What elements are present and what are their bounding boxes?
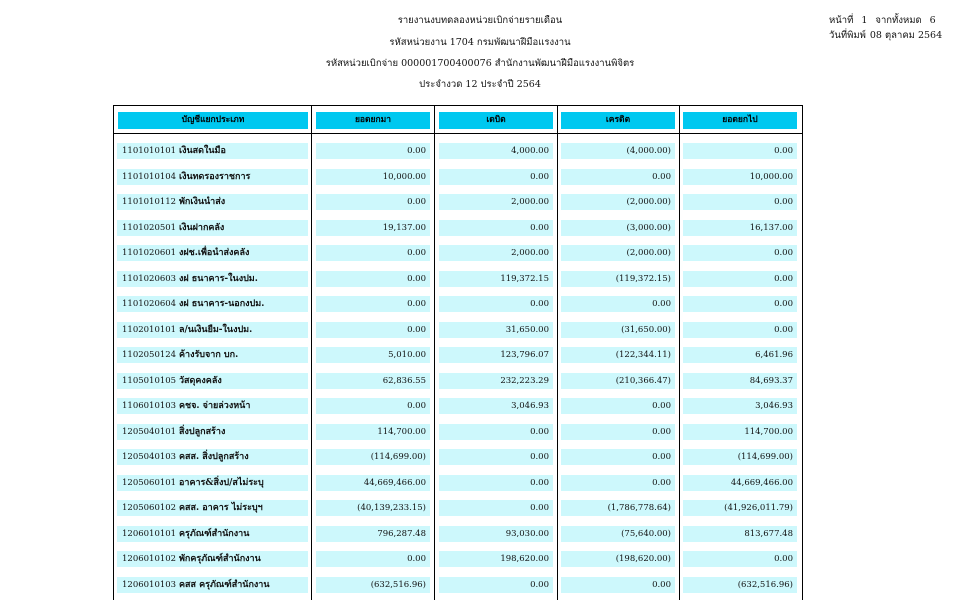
cell-debit: 4,000.00	[439, 143, 553, 159]
cell-debit: 119,372.15	[439, 271, 553, 287]
column-header-carried-forward: ยอดยกไป	[683, 112, 797, 129]
cell-credit: (1,786,778.64)	[561, 500, 675, 516]
print-date-info	[829, 30, 942, 42]
cell-credit: (4,000.00)	[561, 143, 675, 159]
cell-credit: 0.00	[561, 398, 675, 414]
column-header-credit: เครดิต	[561, 112, 675, 129]
total-pages-label: จากทั้งหมด	[875, 15, 922, 26]
cell-brought-forward: 0.00	[316, 271, 430, 287]
table-row	[114, 524, 802, 544]
account-code: 1101020501	[122, 222, 177, 233]
cell-credit: (198,620.00)	[561, 551, 675, 567]
account-code: 1101010104	[122, 171, 177, 182]
cell-debit: 0.00	[439, 296, 553, 312]
account-code: 1205040103	[122, 452, 177, 462]
account-code: 1102010101	[122, 324, 177, 335]
table-row	[114, 320, 802, 340]
table-row	[114, 498, 802, 518]
account-name: งฝ ธนาคาร-นอกงปม.	[179, 299, 265, 309]
report-title: รายงานงบทดลองหน่วยเบิกจ่ายรายเดือน	[397, 15, 563, 26]
account-name: พักครุภัณฑ์สำนักงาน	[179, 554, 261, 564]
cell-brought-forward: 0.00	[316, 245, 430, 261]
cell-brought-forward: (114,699.00)	[316, 449, 430, 465]
cell-carried-forward: 84,693.37	[683, 373, 797, 389]
cell-brought-forward: 0.00	[316, 551, 430, 567]
account-code: 1205040101	[122, 426, 177, 437]
table-row	[114, 473, 802, 493]
account-code: 1101020604	[122, 299, 177, 309]
cell-carried-forward: 0.00	[683, 322, 797, 338]
cell-brought-forward: 10,000.00	[316, 169, 430, 185]
account-code: 1102050124	[122, 350, 177, 360]
cell-debit: 2,000.00	[439, 194, 553, 210]
cell-credit: 0.00	[561, 169, 675, 185]
cell-brought-forward: 114,700.00	[316, 424, 430, 440]
cell-debit: 0.00	[439, 424, 553, 440]
account-name: คสส. สิ่งปลูกสร้าง	[179, 452, 249, 462]
cell-credit: (119,372.15)	[561, 271, 675, 287]
account-code: 1101020601	[122, 248, 177, 258]
trial-balance-table	[113, 105, 803, 600]
cell-carried-forward: 44,669,466.00	[683, 475, 797, 491]
cell-carried-forward: 10,000.00	[683, 169, 797, 185]
account-name: คชจ. จ่ายล่วงหน้า	[179, 401, 251, 411]
cell-brought-forward: 796,287.48	[316, 526, 430, 542]
cell-brought-forward: 0.00	[316, 194, 430, 210]
cell-carried-forward: 0.00	[683, 551, 797, 567]
account-name: คสส. อาคาร ไม่ระบุฯ	[179, 503, 263, 513]
cell-debit: 0.00	[439, 500, 553, 516]
cell-brought-forward: (632,516.96)	[316, 577, 430, 593]
cell-carried-forward: 813,677.48	[683, 526, 797, 542]
account-name: ล/นเงินยืม-ในงปม.	[179, 324, 253, 335]
account-code: 1205060101	[122, 477, 177, 488]
table-row	[114, 243, 802, 263]
disbursement-unit-line: รหัสหน่วยเบิกจ่าย 000001700400076 สำนักงานพัฒนาฝีมือแรงงานพิจิตร	[325, 58, 635, 69]
cell-carried-forward: 0.00	[683, 143, 797, 159]
cell-credit: 0.00	[561, 577, 675, 593]
account-code: 1206010103	[122, 579, 177, 590]
account-name: วัสดุคงคลัง	[179, 375, 222, 386]
account-name: คสส ครุภัณฑ์สำนักงาน	[179, 579, 270, 590]
account-name: ครุภัณฑ์สำนักงาน	[179, 528, 250, 539]
page-number-info	[829, 15, 936, 27]
cell-credit: 0.00	[561, 475, 675, 491]
cell-credit: 0.00	[561, 424, 675, 440]
cell-debit: 232,223.29	[439, 373, 553, 389]
cell-carried-forward: 3,046.93	[683, 398, 797, 414]
cell-brought-forward: 5,010.00	[316, 347, 430, 363]
cell-credit: (2,000.00)	[561, 194, 675, 210]
table-row	[114, 269, 802, 289]
account-name: เงินสดในมือ	[179, 146, 226, 156]
cell-credit: (2,000.00)	[561, 245, 675, 261]
account-name: พักเงินนำส่ง	[179, 197, 226, 207]
account-name: อาคาร&สิ่งป/สไม่ระบุ	[179, 477, 264, 488]
cell-credit: (75,640.00)	[561, 526, 675, 542]
table-row	[114, 447, 802, 467]
cell-debit: 0.00	[439, 169, 553, 185]
cell-brought-forward: 62,836.55	[316, 373, 430, 389]
account-name: ค้างรับจาก บก.	[179, 350, 239, 360]
cell-brought-forward: 44,669,466.00	[316, 475, 430, 491]
cell-credit: (122,344.11)	[561, 347, 675, 363]
cell-brought-forward: 0.00	[316, 143, 430, 159]
header-divider	[114, 133, 802, 134]
column-header-account: บัญชีแยกประเภท	[118, 112, 308, 129]
cell-carried-forward: (114,699.00)	[683, 449, 797, 465]
table-row	[114, 218, 802, 238]
print-date-label: วันที่พิมพ์	[829, 30, 866, 41]
account-code: 1206010101	[122, 528, 177, 539]
cell-credit: 0.00	[561, 296, 675, 312]
cell-credit: (3,000.00)	[561, 220, 675, 236]
account-name: งฝช.เพื่อนำส่งคลัง	[179, 248, 250, 258]
page-label: หน้าที่	[829, 15, 854, 26]
table-row	[114, 396, 802, 416]
cell-debit: 0.00	[439, 577, 553, 593]
cell-carried-forward: (632,516.96)	[683, 577, 797, 593]
cell-carried-forward: (41,926,011.79)	[683, 500, 797, 516]
table-row	[114, 345, 802, 365]
cell-debit: 2,000.00	[439, 245, 553, 261]
total-pages: 6	[929, 15, 936, 26]
column-header-debit: เดบิต	[439, 112, 553, 129]
cell-debit: 0.00	[439, 220, 553, 236]
account-name: เงินฝากคลัง	[179, 222, 225, 233]
cell-carried-forward: 0.00	[683, 245, 797, 261]
cell-debit: 3,046.93	[439, 398, 553, 414]
cell-brought-forward: 0.00	[316, 296, 430, 312]
department-code-line: รหัสหน่วยงาน 1704 กรมพัฒนาฝีมือแรงงาน	[389, 37, 571, 48]
cell-carried-forward: 0.00	[683, 194, 797, 210]
account-code: 1206010102	[122, 554, 177, 564]
account-code: 1105010105	[122, 375, 177, 386]
cell-debit: 198,620.00	[439, 551, 553, 567]
cell-carried-forward: 114,700.00	[683, 424, 797, 440]
cell-debit: 0.00	[439, 475, 553, 491]
cell-carried-forward: 6,461.96	[683, 347, 797, 363]
cell-debit: 123,796.07	[439, 347, 553, 363]
cell-carried-forward: 16,137.00	[683, 220, 797, 236]
table-row	[114, 192, 802, 212]
account-name: เงินทดรองราชการ	[179, 171, 251, 182]
account-code: 1101010112	[122, 197, 177, 207]
cell-credit: 0.00	[561, 449, 675, 465]
account-code: 1106010103	[122, 401, 177, 411]
page-number: 1	[861, 15, 868, 26]
cell-carried-forward: 0.00	[683, 296, 797, 312]
cell-debit: 93,030.00	[439, 526, 553, 542]
account-code: 1205060102	[122, 503, 177, 513]
print-date: 08 ตุลาคม 2564	[869, 30, 943, 41]
table-row	[114, 549, 802, 569]
account-name: สิ่งปลูกสร้าง	[179, 426, 226, 437]
cell-debit: 0.00	[439, 449, 553, 465]
cell-carried-forward: 0.00	[683, 271, 797, 287]
cell-credit: (31,650.00)	[561, 322, 675, 338]
account-code: 1101020603	[122, 273, 177, 284]
period-line: ประจำงวด 12 ประจำปี 2564	[419, 79, 541, 90]
account-code: 1101010101	[122, 146, 177, 156]
cell-credit: (210,366.47)	[561, 373, 675, 389]
column-header-brought-forward: ยอดยกมา	[316, 112, 430, 129]
cell-brought-forward: 0.00	[316, 398, 430, 414]
cell-brought-forward: 0.00	[316, 322, 430, 338]
account-name: งฝ ธนาคาร-ในงปม.	[179, 273, 258, 284]
cell-brought-forward: 19,137.00	[316, 220, 430, 236]
table-row	[114, 371, 802, 391]
table-row	[114, 167, 802, 187]
table-row	[114, 422, 802, 442]
cell-brought-forward: (40,139,233.15)	[316, 500, 430, 516]
table-row	[114, 575, 802, 595]
cell-debit: 31,650.00	[439, 322, 553, 338]
table-row	[114, 141, 802, 161]
table-row	[114, 294, 802, 314]
